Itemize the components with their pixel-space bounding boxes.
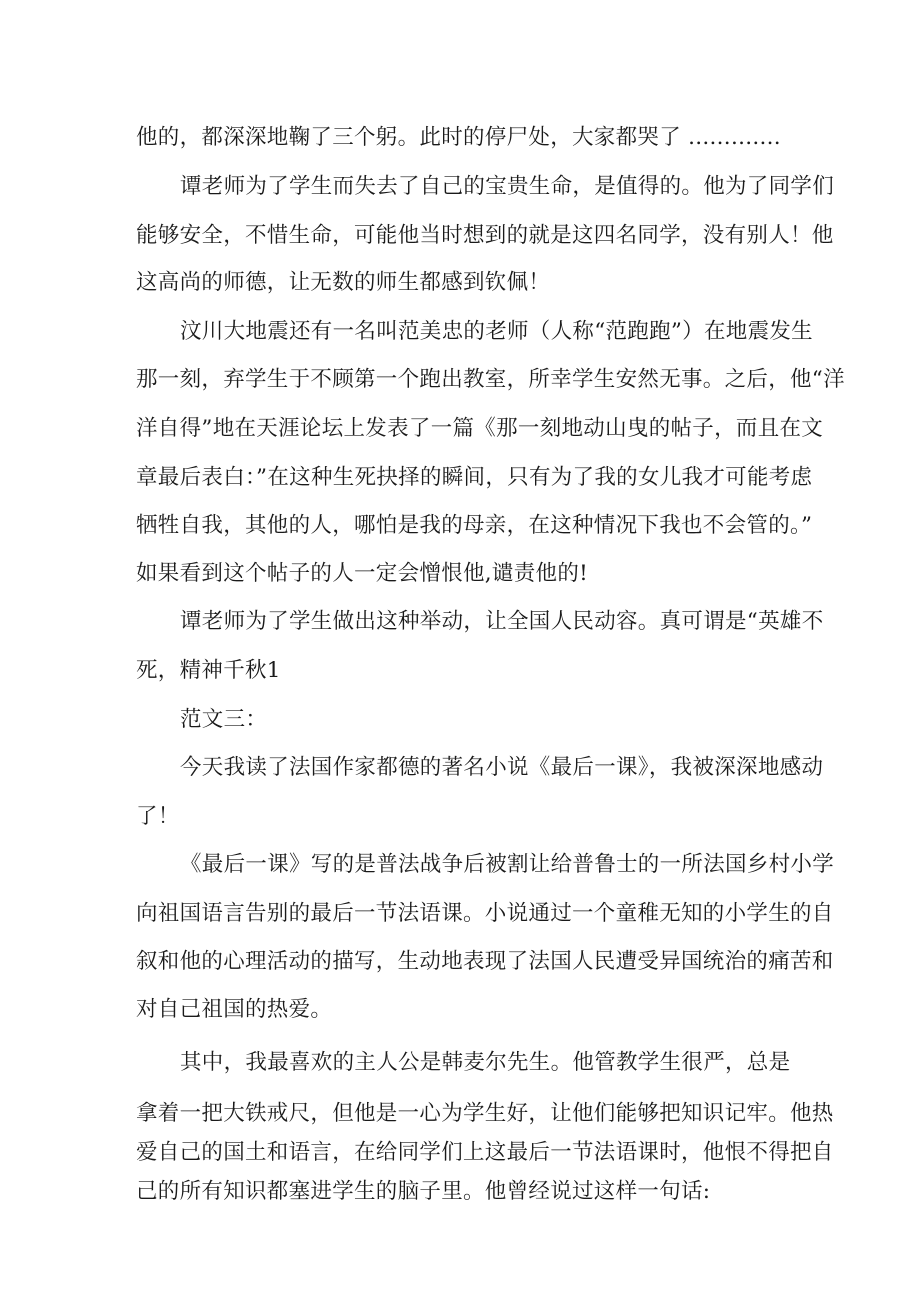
text-line: 拿着一把大铁戒尺，但他是一心为学生好，让他们能够把知识记牢。他热 [136, 1101, 834, 1126]
text-line: 能够安全，不惜生命，可能他当时想到的就是这四名同学，没有别人！他 [136, 223, 834, 248]
text-line: 今天我读了法国作家都德的著名小说《最后一课》，我被深深地感动 [180, 755, 824, 780]
text-line: 谭老师为了学生而失去了自己的宝贵生命，是值得的。他为了同学们 [180, 174, 835, 199]
text-line: 谭老师为了学生做出这种举动，让全国人民动容。真可谓是“英雄不 [180, 609, 824, 634]
text-line: 向祖国语言告别的最后一节法语课。小说通过一个童稚无知的小学生的自 [136, 901, 834, 926]
text-line: 己的所有知识都塞进学生的脑子里。他曾经说过这样一句话: [136, 1179, 711, 1204]
text-line: 叙和他的心理活动的描写，生动地表现了法国人民遭受异国统治的痛苦和 [136, 949, 834, 974]
text-line: 洋自得”地在天涯论坛上发表了一篇《那一刻地动山曳的帖子，而且在文 [136, 416, 824, 441]
text-line: 那一刻，弃学生于不顾第一个跑出教室，所幸学生安然无事。之后，他“洋 [136, 367, 845, 392]
text-line: 爱自己的国土和语言，在给同学们上这最后一节法语课时，他恨不得把自 [136, 1140, 834, 1165]
text-line: 对自己祖国的热爱。 [136, 997, 333, 1022]
text-line: 如果看到这个帖子的人一定会憎恨他,谴责他的! [136, 561, 589, 586]
section-heading: 范文三： [180, 707, 268, 732]
text-line: 其中，我最喜欢的主人公是韩麦尔先生。他管教学生很严，总是 [180, 1050, 791, 1075]
text-line: 死，精神千秋1 [136, 658, 281, 683]
text-line: 这高尚的师德，让无数的师生都感到钦佩！ [136, 270, 551, 295]
text-line: 汶川大地震还有一名叫范美忠的老师（人称“范跑跑”）在地震发生 [180, 319, 813, 344]
text-line: 了！ [136, 804, 180, 829]
text-line: 他的，都深深地鞠了三个躬。此时的停尸处，大家都哭了 ............. [136, 125, 781, 150]
text-line: 章最后表白：”在这种生死抉择的瞬间，只有为了我的女儿我才可能考虑 [136, 465, 813, 490]
text-line: 牺牲自我，其他的人，哪怕是我的母亲，在这种情况下我也不会管的。” [136, 513, 813, 538]
text-line: 《最后一课》写的是普法战争后被割让给普鲁士的一所法国乡村小学 [180, 852, 835, 877]
